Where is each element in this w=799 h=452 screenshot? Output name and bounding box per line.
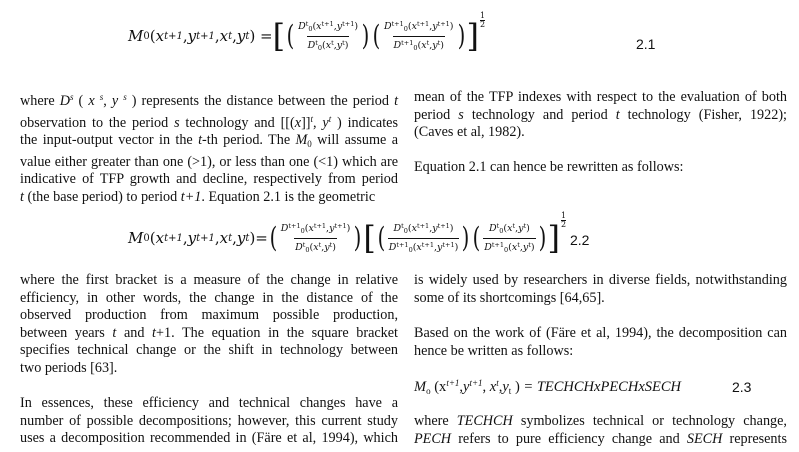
text-line: Equation 2.1 can hence be rewritten as follows:	[414, 159, 684, 175]
text-line: t (the base period) to period t+1. Equation 2.1 is the geometric	[20, 188, 376, 205]
left-paragraph-3	[20, 395, 398, 448]
equation-2-1: M 0 ( x t+1 , y t+1 , x t , y t ) = [ ( $\frac{D^t_0(x^{t+1},y^{t+1})}{D^t_0(x^t,y^t)}$ ) ( $\frac{D^{t+1}_0(x^{t+1},y^{t+1})}{D^{t+1}_0(x^t,y^t)}$ ) ] 1 2	[128, 11, 486, 55]
text-line: indicative of TFP growth and decline, respectively from period	[20, 171, 398, 188]
text-line: number of possible decompositions; however, this current study	[20, 412, 398, 429]
equation-number-2-3: 2.3	[732, 379, 752, 395]
text-line: where $D^s$ ( x $^s$, y $^s$ ) represents the distance between the period t	[20, 92, 399, 109]
text-line: is widely used by researchers in diverse fields, notwithstanding	[414, 272, 787, 288]
text-line: observed production from maximum possible production,	[20, 307, 398, 324]
text-line: the input-output vector in the t-th period. The $M_0$ will assume a	[20, 132, 399, 150]
text-line: hence be written as follows:	[414, 342, 574, 359]
text-line: PECH refers to pure efficiency change and SECH represents	[414, 430, 787, 447]
text-line: value either greater than one (>1), or less than one (<1) which are	[20, 153, 398, 170]
text-line: In essences, these efficiency and technical changes have a	[20, 395, 398, 411]
equation-2-3: $M_o$ ($x^{t+1},y^{t+1}$, $x^t,y_t$ ) = TECHCHxPECHxSECH	[414, 378, 682, 396]
text-line: uses a decomposition recommended in (Färe et al, 1994), which	[20, 430, 398, 447]
right-paragraph-1	[414, 89, 787, 142]
text-line: (Caves et al, 1982).	[414, 124, 525, 141]
text-line: some of its shortcomings [64,65].	[414, 289, 605, 306]
text-line: specifies technical change or the shift in technology between	[20, 342, 398, 359]
text-line: Based on the work of (Färe et al, 1994), the decomposition can	[414, 325, 787, 341]
text-line: mean of the TFP indexes with respect to the evaluation of both	[414, 89, 787, 105]
equation-2-2: M 0 ( x t+1 , y t+1 , x t , y t )= ( $\frac{D^{t+1}_0(x^{t+1},y^{t+1})}{D^t_0(x^t,y^t)}$ ) [ ( $\frac{D^t_0(x^{t+1},y^{t+1})}{D^{t+1}_0(x^{t+1},y^{t+1})}$ ) ( $\frac{D^t_0(x^t,y^t)}{D^{t+1}_0(x^t,y^t)}$ ) ] 1 2	[128, 211, 567, 257]
text-line: observation to the period s technology and [$[(x]]^t$, $y^t$ ) indicates	[20, 113, 398, 131]
text-line: where the first bracket is a measure of the change in relative	[20, 272, 398, 288]
text-line: period s technology and period t technology (Fisher, 1922);	[414, 106, 787, 123]
text-line: two periods [63].	[20, 359, 118, 376]
right-paragraph-4	[414, 413, 787, 448]
equation-number-2-2: 2.2	[570, 232, 590, 248]
left-paragraph-1	[20, 89, 398, 207]
text-line: where TECHCH symbolizes technical or technology change,	[414, 413, 787, 429]
right-paragraph-2	[414, 272, 787, 307]
text-line: between years t and t+1. The equation in the square bracket	[20, 324, 398, 341]
equation-number-2-1: 2.1	[636, 36, 656, 52]
right-paragraph-1b	[414, 159, 787, 177]
left-paragraph-2	[20, 272, 398, 378]
right-paragraph-3	[414, 325, 787, 360]
text-line: efficiency, in other words, the change in the distance of the	[20, 289, 398, 306]
